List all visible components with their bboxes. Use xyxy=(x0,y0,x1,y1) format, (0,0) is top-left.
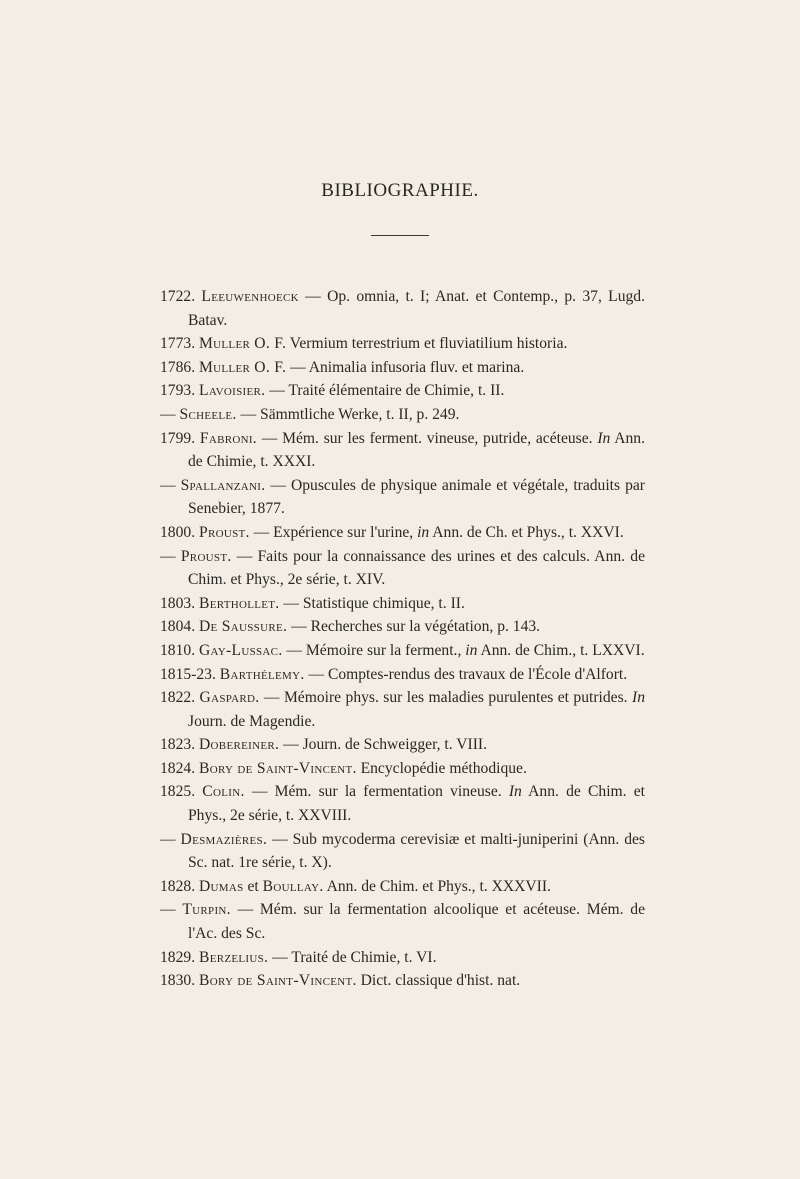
entry-text: — Opuscules de physique animale et végétale, traduits par Senebier, 1877. xyxy=(188,476,645,518)
entry-text: — Mém. sur les ferment. vineuse, putride, acéteuse. xyxy=(257,429,593,447)
bibliography-entry xyxy=(160,898,645,945)
entry-year: — xyxy=(160,830,176,848)
entry-author: Desmazières. xyxy=(180,830,268,848)
bibliography-entry xyxy=(160,332,645,356)
entry-year: 1823. xyxy=(160,736,196,754)
entry-author: Colin. xyxy=(202,783,245,801)
entry-italic: in xyxy=(417,523,430,541)
bibliography-entry xyxy=(160,403,645,427)
bibliography-entry xyxy=(160,733,645,757)
entry-text: Dict. classique d'hist. nat. xyxy=(356,972,521,990)
bibliography-entry xyxy=(160,521,645,545)
entry-author: Boullay. xyxy=(262,877,324,895)
entry-author: Muller O. F. xyxy=(199,358,287,376)
entry-text: Ann. de Chimie, t. XXXI. xyxy=(188,429,645,471)
entry-author: Dumas xyxy=(199,877,244,895)
entry-text: — Comptes-rendus des travaux de l'École d'Alfort. xyxy=(304,665,628,683)
entry-year: 1815-23. xyxy=(160,665,216,683)
bibliography-entry xyxy=(160,639,645,663)
bibliography-entry xyxy=(160,474,645,521)
entry-author: Proust. xyxy=(180,547,232,565)
entry-italic: In xyxy=(632,689,646,707)
entry-text: Vermium terrestrium et fluviatilium historia. xyxy=(286,335,568,353)
entry-author: Barthélemy. xyxy=(219,665,305,683)
entry-text: Journ. de Magendie. xyxy=(188,712,316,730)
bibliography-entry xyxy=(160,946,645,970)
entry-text: — Traité élémentaire de Chimie, t. II. xyxy=(265,382,505,400)
entry-year: 1799. xyxy=(160,429,196,447)
entry-text: — Statistique chimique, t. II. xyxy=(279,594,465,612)
bibliography-entry xyxy=(160,615,645,639)
entry-text: Ann. de Chim. et Phys., 2e série, t. XXVIII. xyxy=(188,783,645,825)
entry-author: Muller O. F. xyxy=(199,335,287,353)
bibliography-entry xyxy=(160,663,645,687)
entry-year: 1800. xyxy=(160,523,196,541)
entry-text: — Mémoire sur la ferment., xyxy=(282,641,462,659)
entry-author: Bory de Saint-Vincent. xyxy=(199,972,357,990)
entry-text: — Mém. sur la fermentation alcoolique et acéteuse. Mém. de l'Ac. des Sc. xyxy=(188,901,645,943)
entry-author: Berthollet. xyxy=(199,594,280,612)
bibliography-entry xyxy=(160,828,645,875)
entry-text: — Mémoire phys. sur les maladies purulentes et putrides. xyxy=(259,689,628,707)
entry-author: Lavoisier. xyxy=(199,382,266,400)
bibliography-entry xyxy=(160,780,645,827)
entry-author: De Saussure. xyxy=(199,618,288,636)
entry-text: — Sub mycoderma cerevisiæ et malti-juniperini (Ann. des Sc. nat. 1re série, t. X). xyxy=(188,830,645,872)
entry-text: Ann. de Chim. et Phys., t. XXXVII. xyxy=(323,877,551,895)
bibliography-entry xyxy=(160,969,645,993)
entry-text: — Mém. sur la fermentation vineuse. xyxy=(244,783,502,801)
entry-year: 1803. xyxy=(160,594,196,612)
entry-year: 1829. xyxy=(160,948,196,966)
bibliography-entry xyxy=(160,686,645,733)
bibliography-entry xyxy=(160,427,645,474)
entry-text: Encyclopédie méthodique. xyxy=(356,759,527,777)
page-title: BIBLIOGRAPHIE. xyxy=(321,180,479,201)
entry-italic: in xyxy=(465,641,478,659)
entry-year: 1804. xyxy=(160,618,196,636)
entry-author: Spallanzani. xyxy=(180,476,266,494)
entry-text: Ann. de Ch. et Phys., t. XXVI. xyxy=(429,523,624,541)
bibliography-entry xyxy=(160,285,645,332)
bibliography-entry xyxy=(160,757,645,781)
bibliography-entry xyxy=(160,379,645,403)
entry-year: — xyxy=(160,547,176,565)
entry-author: Gay-Lussac. xyxy=(199,641,283,659)
entry-text: Ann. de Chim., t. LXXVI. xyxy=(477,641,645,659)
entry-text: — Expérience sur l'urine, xyxy=(249,523,414,541)
entry-text: — Journ. de Schweigger, t. VIII. xyxy=(279,736,488,754)
entry-text: — Recherches sur la végétation, p. 143. xyxy=(287,618,541,636)
bibliography-entry xyxy=(160,545,645,592)
entry-year: 1722. xyxy=(160,288,196,305)
entry-author: Dobereiner. xyxy=(199,736,280,754)
bibliography-entry xyxy=(160,592,645,616)
entry-year: 1793. xyxy=(160,382,196,400)
bibliography-entry xyxy=(160,356,645,380)
entry-year: — xyxy=(160,476,176,494)
entry-year: 1786. xyxy=(160,358,196,376)
entry-author: Berzelius. xyxy=(199,948,269,966)
entry-author: Gaspard. xyxy=(199,689,260,707)
entry-text: — Animalia infusoria fluv. et marina. xyxy=(286,358,525,376)
entry-text: — Sämmtliche Werke, t. II, p. 249. xyxy=(236,405,460,423)
entry-author: Proust. xyxy=(199,523,250,541)
entry-text: et xyxy=(243,877,263,895)
entry-italic: In xyxy=(597,429,611,447)
entry-author: Turpin. xyxy=(182,901,231,919)
entry-year: 1822. xyxy=(160,689,196,707)
title-rule xyxy=(371,235,429,236)
entry-year: — xyxy=(160,901,176,919)
entry-author: Bory de Saint-Vincent. xyxy=(199,759,357,777)
entry-year: 1828. xyxy=(160,877,196,895)
entry-author: Fabroni. xyxy=(199,429,257,447)
entry-author: Leeuwenhoeck xyxy=(201,288,299,305)
bibliography-entry xyxy=(160,875,645,899)
entry-author: Scheele. xyxy=(179,405,237,423)
bibliography-list xyxy=(160,285,645,993)
entry-text: — Faits pour la connaissance des urines et des calculs. Ann. de Chim. et Phys., 2e série, t. XIV. xyxy=(188,547,645,589)
entry-year: 1825. xyxy=(160,783,196,801)
entry-year: 1810. xyxy=(160,641,196,659)
entry-italic: In xyxy=(508,783,522,801)
entry-year: 1824. xyxy=(160,759,196,777)
entry-text: — Op. omnia, t. I; Anat. et Contemp., p. 37, Lugd. Batav. xyxy=(188,288,645,329)
entry-text: — Traité de Chimie, t. VI. xyxy=(268,948,437,966)
entry-year: — xyxy=(160,405,176,423)
entry-year: 1830. xyxy=(160,972,196,990)
entry-year: 1773. xyxy=(160,335,196,353)
